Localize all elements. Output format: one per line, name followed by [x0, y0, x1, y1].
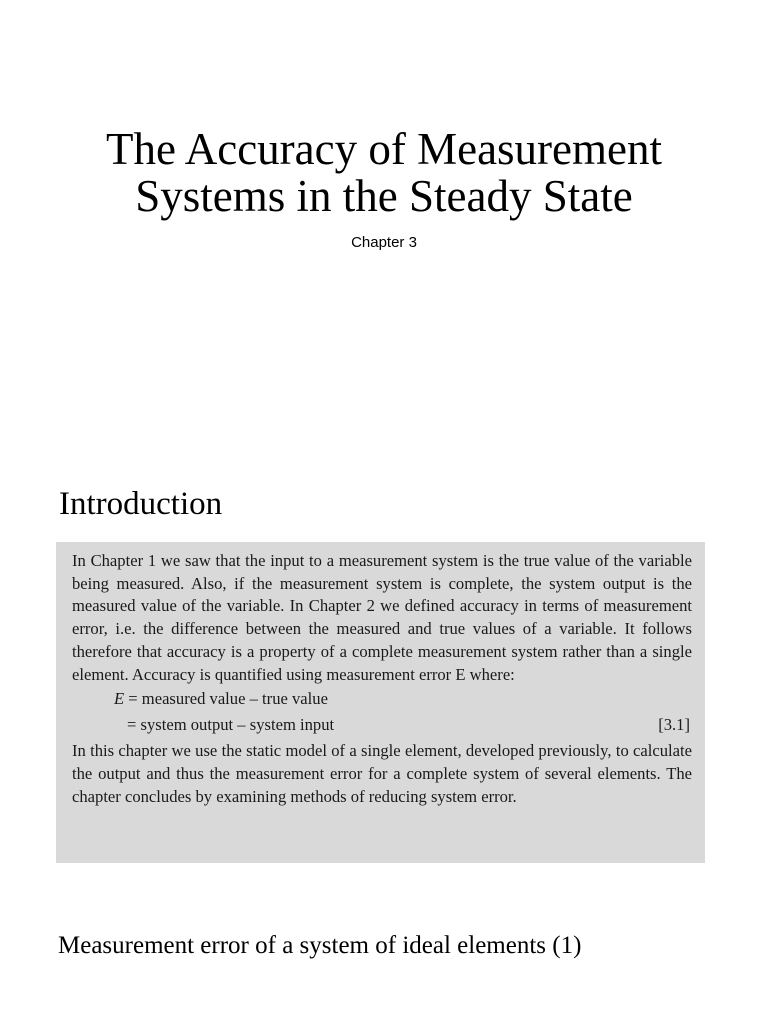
slide-title [0, 126, 768, 220]
book-excerpt [56, 542, 705, 863]
equation-line-1 [72, 688, 692, 714]
excerpt-paragraph-2: In this chapter we use the static model of a single element, developed previously, to calculate the output and thus the measurement error for a complete system of several elements. The chapter concludes by examining methods of reducing system error. [72, 741, 692, 806]
slide-title-line-2: Systems in the Steady State [135, 171, 633, 221]
equation-number: [3.1] [658, 715, 690, 735]
equation-line-2 [72, 714, 692, 740]
section-heading: Measurement error of a system of ideal elements (1) [58, 932, 582, 959]
error-variable: E [114, 689, 125, 709]
chapter-subtitle: Chapter 3 [351, 234, 417, 251]
excerpt-paragraph-1: In Chapter 1 we saw that the input to a measurement system is the true value of the variable being measured. Also, if the measurement system is complete, the system output is the measured value of the variable. In Chapter 2 we defined accuracy in terms of measurement error, i.e. the difference between the measured and true values of a variable. It follows therefore that accuracy is a property of a complete measurement system rather than a single element. Accuracy is quantified using measurement error E where: [72, 551, 692, 684]
equation-line-1-text: = measured value – true value [124, 689, 328, 709]
introduction-heading: Introduction [59, 486, 223, 522]
slide-title-line-1: The Accuracy of Measurement [106, 124, 662, 174]
equation-line-2-text: = system output – system input [127, 715, 335, 735]
